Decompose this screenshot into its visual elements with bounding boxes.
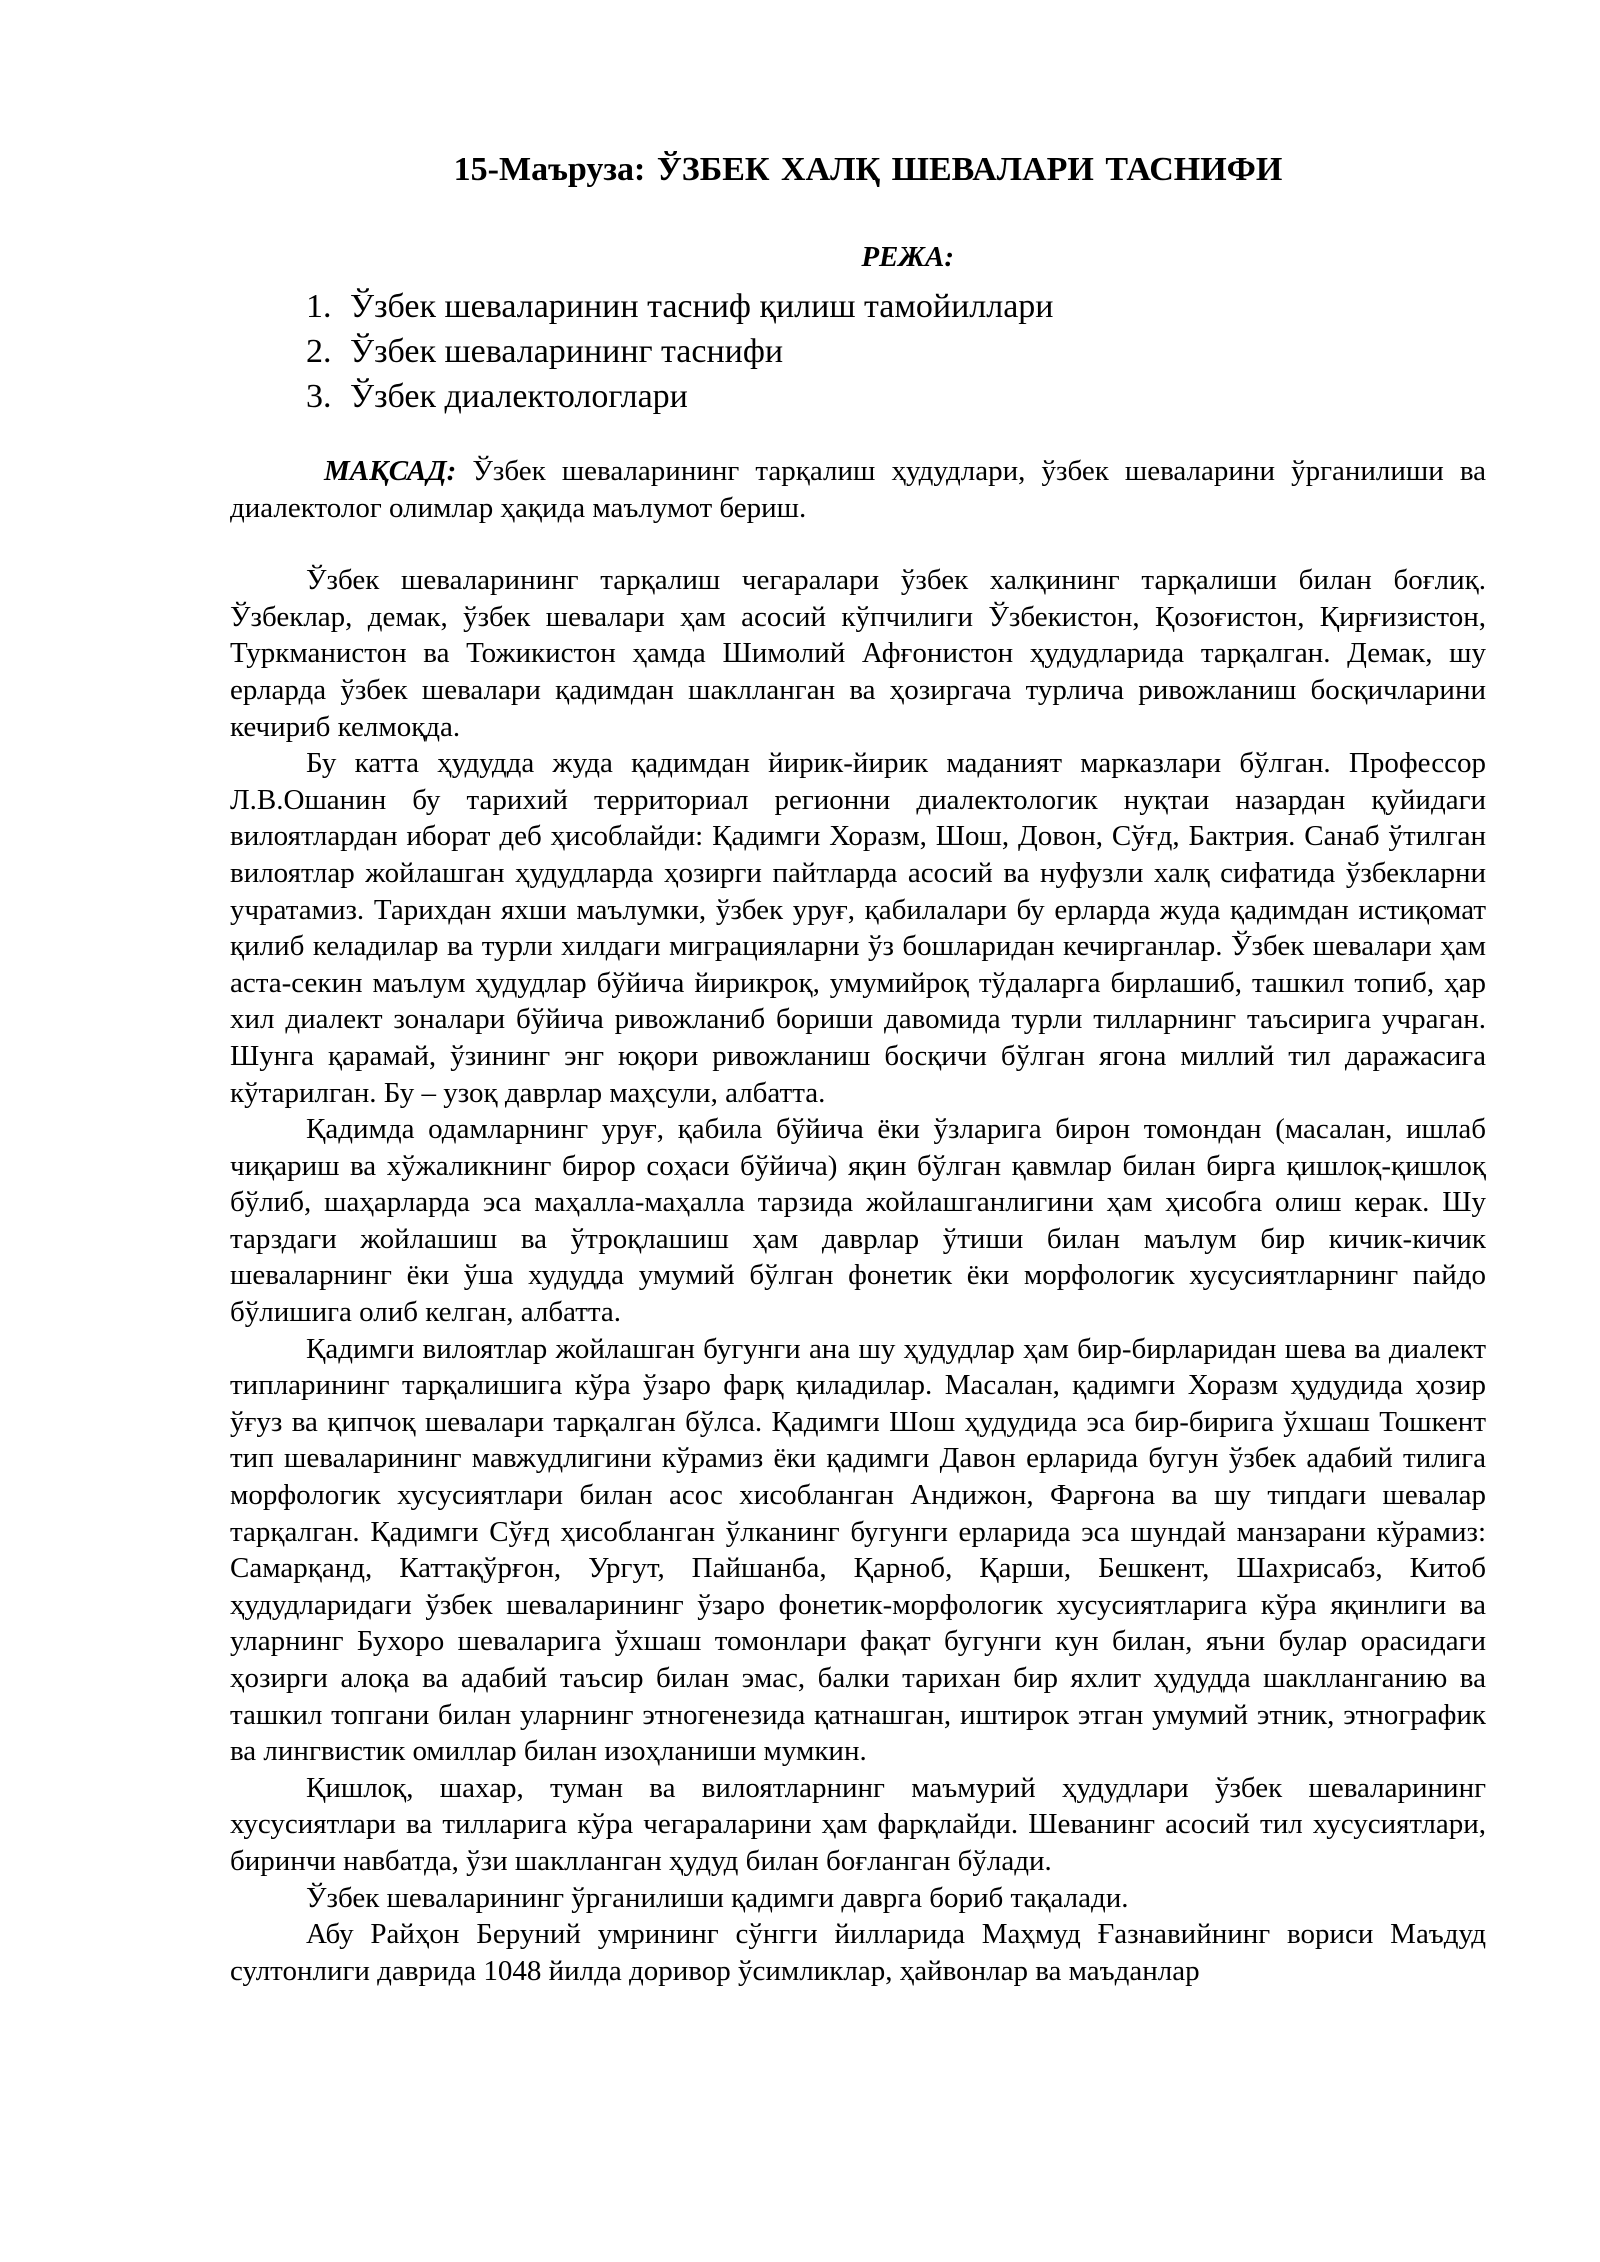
body-paragraph: Қишлоқ, шахар, туман ва вилоятларнинг маъмурий ҳудудлари ўзбек шеваларининг хусусиятлари ва тилларига кўра чегараларини ҳам фарқлайди. Шеванинг асосий тил хусусиятлари, биринчи навбатда, ўзи шаклланган ҳудуд билан боғланган бўлади.	[230, 1771, 1486, 1877]
plan-item-text: Ўзбек шеваларинин тасниф қилиш тамойиллари	[350, 288, 1054, 325]
plan-item-text: Ўзбек шеваларининг таснифи	[350, 333, 784, 370]
body-paragraph: Бу катта ҳудудда жуда қадимдан йирик-йирик маданият марказлари бўлган. Профессор Л.В.Ошанин бу тарихий территориал регионни диалектологик нуқтаи назардан қуйидаги вилоятлардан иборат деб ҳисоблайди: Қадимги Хоразм, Шош, Довон, Сўғд, Бактрия. Санаб ўтилган вилоятлар жойлашган ҳудудларда ҳозирги пайтларда асосий ва нуфузли халқ сифатида ўзбекларни учратамиз. Тарихдан яхши маълумки, ўзбек уруғ, қабилалари бу ерларда жуда қадимдан истиқомат қилиб келадилар ва турли хилдаги миграцияларни ўз бошларидан кечирганлар. Ўзбек шевалари ҳам аста-секин маълум ҳудудлар бўйича йирикроқ, умумийроқ тўдаларга бирлашиб, ташкил топиб, ҳар хил диалект зоналари бўйича ривожланиб бориши давомида турли тилларнинг таъсирига учраган. Шунга қарамай, ўзининг энг юқори ривожланиш босқичи бўлган ягона миллий тил даражасига кўтарилган. Бу – узоқ даврлар маҳсули, албатта.	[230, 747, 1486, 1109]
plan-item-number: 1.	[306, 288, 332, 325]
body-text	[230, 562, 1486, 1989]
plan-item	[306, 374, 1486, 419]
plan-item	[306, 284, 1486, 329]
body-paragraph: Ўзбек шеваларининг тарқалиш чегаралари ўзбек халқининг тарқалиши билан боғлиқ. Ўзбеклар, демак, ўзбек шевалари ҳам асосий кўпчилиги Ўзбекистон, Қозоғистон, Қирғизистон, Туркманистон ва Тожикистон ҳамда Шимолий Афғонистон ҳудудларида тарқалган. Демак, шу ерларда ўзбек шевалари қадимдан шаклланган ва ҳозиргача турлича ривожланиш босқичларини кечириб келмоқда.	[230, 564, 1486, 743]
plan-item	[306, 329, 1486, 374]
plan-item-text: Ўзбек диалектологлари	[350, 378, 688, 415]
goal-text: Ўзбек шеваларининг тарқалиш ҳудудлари, ўзбек шеваларини ўрганилиши ва диалектолог олимлар ҳақида маълумот бериш.	[230, 455, 1487, 524]
plan-item-number: 2.	[306, 333, 332, 370]
body-paragraph: Қадимда одамларнинг уруғ, қабила бўйича ёки ўзларига бирон томондан (масалан, ишлаб чиқариш ва хўжаликнинг бирор соҳаси бўйича) яқин бўлган қавмлар билан бирга қишлоқ-қишлоқ бўлиб, шаҳарларда эса маҳалла-маҳалла тарзида жойлашганлигини ҳам ҳисобга олиш керак. Шу тарздаги жойлашиш ва ўтроқлашиш ҳам даврлар ўтиши билан маълум бир кичик-кичик шеваларнинг ёки ўша худудда умумий бўлган фонетик ёки морфологик хусусиятларнинг пайдо бўлишига олиб келган, албатта.	[230, 1113, 1486, 1329]
plan-item-number: 3.	[306, 378, 332, 415]
goal-label: МАҚСАД:	[324, 455, 457, 487]
document-page	[230, 150, 1486, 1989]
body-paragraph: Ўзбек шеваларининг ўрганилиши қадимги даврга бориб тақалади.	[306, 1881, 1129, 1914]
plan-list	[230, 284, 1486, 419]
plan-heading: РЕЖА:	[861, 241, 954, 273]
body-paragraph: Қадимги вилоятлар жойлашган бугунги ана шу ҳудудлар ҳам бир-бирларидан шева ва диалект типларининг тарқалишига кўра ўзаро фарқ қиладилар. Масалан, қадимги Хоразм ҳудудида ҳозир ўғуз ва қипчоқ шевалари тарқалган бўлса. Қадимги Шош ҳудудида эса бир-бирига ўхшаш Тошкент тип шеваларининг мавжудлигини кўрамиз ёки қадимги Давон ерларида бугун ўзбек адабий тилига морфологик хусусиятлари билан асос хисобланган Андижон, Фарғона ва шу типдаги шевалар тарқалган. Қадимги Сўғд ҳисобланган ўлканинг бугунги ерларида эса шундай манзарани кўрамиз: Самарқанд, Каттақўрғон, Ургут, Пайшанба, Қарноб, Қарши, Бешкент, Шахрисабз, Китоб ҳудудларидаги ўзбек шеваларининг ўзаро фонетик-морфологик хусусиятларига кўра яқинлиги ва уларнинг Бухоро шеваларига ўхшаш томонлари фақат бугунги кун билан, яъни булар орасидаги ҳозирги алоқа ва адабий таъсир билан эмас, балки тарихан бир яхлит ҳудудда шаклланганию ва ташкил топгани билан уларнинг этногенезида қатнашган, иштирок этган умумий этник, этнографик ва лингвистик омиллар билан изоҳланиши мумкин.	[230, 1332, 1486, 1768]
lecture-title: 15-Маъруза: ЎЗБЕК ХАЛҚ ШЕВАЛАРИ ТАСНИФИ	[453, 151, 1283, 188]
body-paragraph: Абу Райҳон Беруний умрининг сўнгги йилларида Маҳмуд Ғазнавийнинг вориси Маъдуд султонлиги даврида 1048 йилда доривор ўсимликлар, ҳайвонлар ва маъданлар	[230, 1918, 1486, 1987]
goal-paragraph	[230, 453, 1486, 526]
